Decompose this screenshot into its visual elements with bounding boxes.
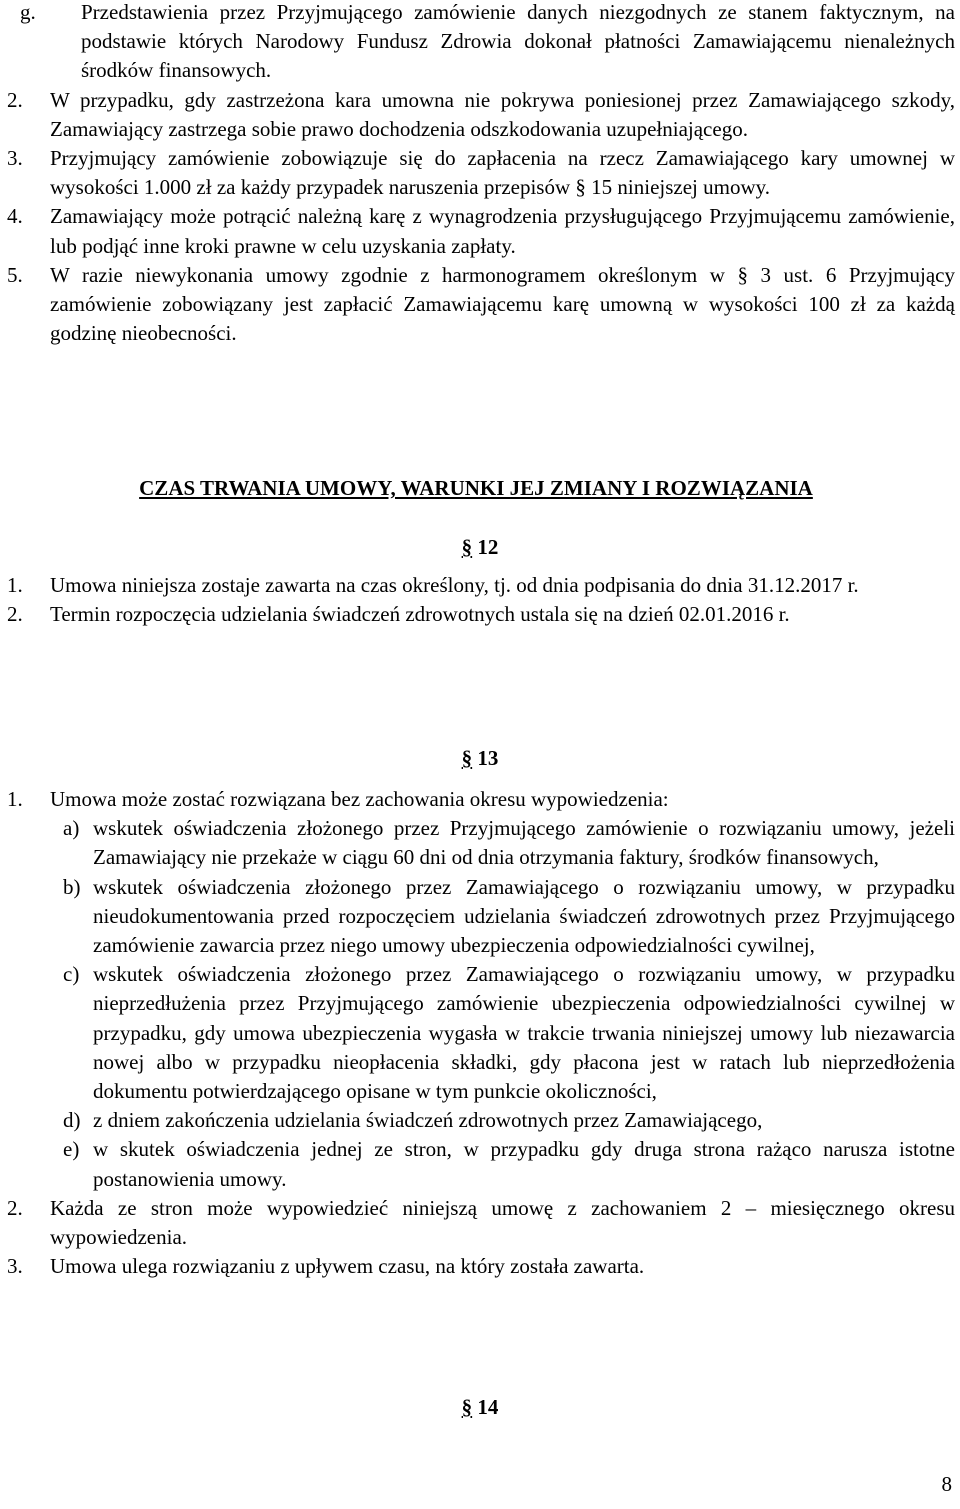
sublist-item: [63, 814, 955, 872]
sublist-item: [63, 1106, 955, 1135]
list-item: [7, 1252, 955, 1281]
subitem-text: w skutek oświadczenia jednej ze stron, w przypadku gdy druga strona rażąco narusza istotne postanowienia umowy.: [93, 1137, 955, 1191]
list-item: [7, 1194, 955, 1252]
paragraph-12-heading: [0, 533, 960, 562]
item-text: Przedstawienia przez Przyjmującego zamówienie danych niezgodnych ze stanem faktycznym, na podstawie których Narodowy Fundusz Zdrowia dokonał płatności Zamawiającemu nienależnych środków finansowych.: [81, 0, 955, 83]
paragraph-number: 12: [477, 535, 499, 559]
item-label: 5.: [7, 262, 23, 287]
subitem-label: c): [63, 962, 80, 987]
list-item: [20, 0, 955, 86]
item-text: Zamawiający może potrącić należną karę z wynagrodzenia przysługującego Przyjmującemu zamówienie, lub podjąć inne kroki prawne w celu uzyskania zapłaty.: [50, 204, 955, 258]
sublist: [63, 814, 955, 1194]
paragraph-14-heading: [0, 1393, 960, 1422]
paragraph-number: 14: [477, 1395, 499, 1419]
list-item: [7, 571, 955, 600]
subitem-label: a): [63, 816, 80, 841]
item-label: 2.: [7, 1195, 23, 1220]
list-item: [7, 202, 955, 260]
subitem-text: wskutek oświadczenia złożonego przez Zamawiającego o rozwiązaniu umowy, w przypadku nieudokumentowania przed rozpoczęciem udzielania świadczeń zdrowotnych przez Przyjmującego zamówienie zawarcia przez niego umowy ubezpieczenia odpowiedzialności cywilnej,: [93, 874, 955, 958]
item-label: 2.: [7, 87, 23, 112]
item-text: Umowa może zostać rozwiązana bez zachowania okresu wypowiedzenia:: [50, 787, 669, 811]
item-label: g.: [20, 0, 36, 24]
item-text: Termin rozpoczęcia udzielania świadczeń zdrowotnych ustala się na dzień 02.01.2016 r.: [50, 602, 790, 627]
section-heading: CZAS TRWANIA UMOWY, WARUNKI JEJ ZMIANY I ROZWIĄZANIA: [139, 476, 813, 500]
page-number: 8: [941, 1472, 952, 1496]
item-text: Umowa ulega rozwiązaniu z upływem czasu, na który została zawarta.: [50, 1254, 645, 1279]
paragraph-13-heading: [0, 744, 960, 773]
sublist-item: [63, 960, 955, 1106]
subitem-label: e): [63, 1137, 80, 1162]
subitem-label: b): [63, 874, 81, 899]
top-list: [7, 0, 955, 348]
subitem-text: z dniem zakończenia udzielania świadczeń zdrowotnych przez Zamawiającego,: [93, 1108, 763, 1133]
list-item: [7, 600, 955, 629]
item-label: 1.: [7, 573, 23, 597]
list-item: [7, 261, 955, 349]
section-sign: §: [461, 1395, 473, 1419]
item-label: 1.: [7, 787, 23, 811]
section-sign: §: [461, 746, 473, 770]
item-label: 4.: [7, 204, 23, 229]
item-label: 3.: [7, 146, 23, 171]
item-text: W przypadku, gdy zastrzeżona kara umowna nie pokrywa poniesionej przez Zamawiającego szkody, Zamawiający zastrzega sobie prawo dochodzenia odszkodowania uzupełniającego.: [50, 87, 955, 141]
list-item: [7, 144, 955, 202]
section-sign: §: [461, 535, 473, 559]
sublist-item: [63, 1135, 955, 1193]
item-text: Każda ze stron może wypowiedzieć niniejszą umowę z zachowaniem 2 – miesięcznego okresu wypowiedzenia.: [50, 1195, 955, 1250]
item-text: Przyjmujący zamówienie zobowiązuje się do zapłacenia na rzecz Zamawiającego kary umownej w wysokości 1.000 zł za każdy przypadek naruszenia przepisów § 15 niniejszej umowy.: [50, 146, 955, 200]
sublist-item: [63, 873, 955, 961]
item-text: W razie niewykonania umowy zgodnie z harmonogramem określonym w § 3 ust. 6 Przyjmujący zamówienie zobowiązany jest zapłacić Zamawiającemu karę umowną w wysokości 100 zł za każdą godzinę nieobecności.: [50, 262, 955, 346]
item-label: 2.: [7, 602, 23, 627]
subitem-label: d): [63, 1108, 81, 1133]
par13-list: [7, 785, 955, 1281]
subitem-text: wskutek oświadczenia złożonego przez Zamawiającego o rozwiązaniu umowy, w przypadku nieprzedłużenia przez Przyjmującego zamówienie ubezpieczenia odpowiedzialności cywilnej w przypadku, gdy umowa ubezpieczenia wygasła w trakcie trwania niniejszej umowy lub niezawarcia nowej albo w przypadku nieopłacenia składki, gdy płacona jest w ratach lub nieprzedłożenia dokumentu potwierdzającego opisane w tym punkcie okoliczności,: [93, 962, 955, 1104]
list-item: [7, 785, 955, 814]
paragraph-number: 13: [477, 746, 499, 770]
subitem-text: wskutek oświadczenia złożonego przez Przyjmującego zamówienie o rozwiązaniu umowy, jeżeli Zamawiający nie przekaże w ciągu 60 dni od dnia otrzymania faktury, środków finansowych,: [93, 816, 955, 870]
item-text: Umowa niniejsza zostaje zawarta na czas określony, tj. od dnia podpisania do dnia 31.12.2017 r.: [50, 573, 859, 597]
list-item: [7, 86, 955, 144]
par12-list: [7, 571, 955, 629]
item-label: 3.: [7, 1254, 23, 1279]
